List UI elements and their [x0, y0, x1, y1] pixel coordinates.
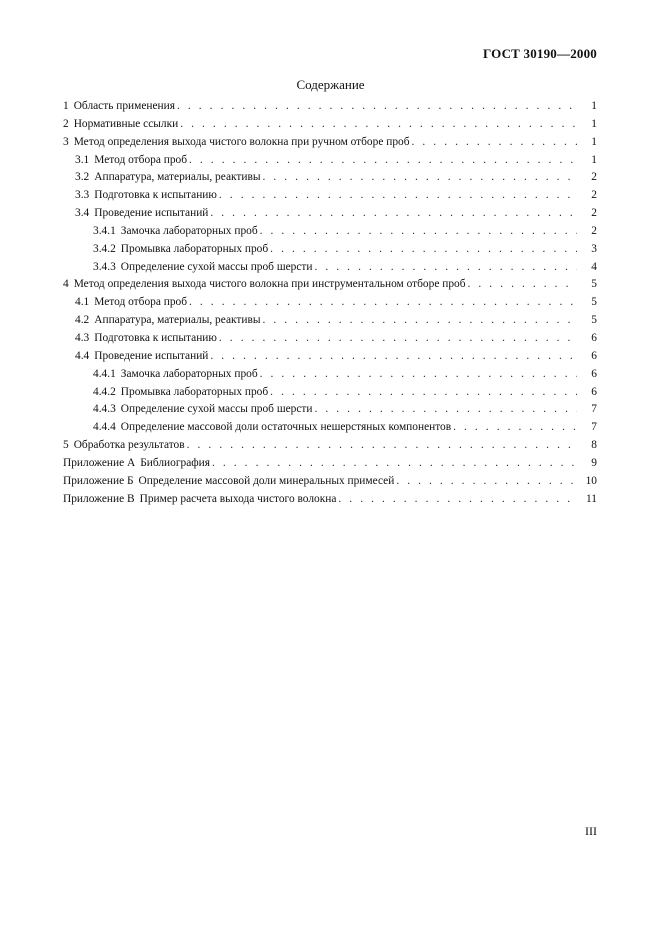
toc-entry-text [63, 439, 187, 451]
toc-entry-title: Нормативные ссылки [73, 117, 179, 130]
toc-leader-dots [219, 189, 577, 201]
toc-entry-title: Проведение испытаний [94, 349, 209, 362]
toc-entry-page: 5 [591, 314, 597, 327]
table-of-contents [63, 100, 597, 510]
toc-leader-dots [177, 100, 577, 112]
toc-entry-title: Метод определения выхода чистого волокна при ручном отборе проб [73, 135, 410, 148]
toc-entry-title: Замочка лабораторных проб [120, 367, 258, 380]
toc-leader-dots [212, 457, 577, 469]
toc-entry-text [93, 403, 314, 415]
toc-entry-number: 3.4.3 [93, 260, 116, 273]
toc-leader-dots [453, 421, 577, 433]
toc-entry-number: 1 [63, 100, 69, 112]
toc-leader-dots [263, 314, 578, 326]
toc-entry-number: Приложение А [63, 456, 136, 469]
toc-entry-title: Определение сухой массы проб шерсти [120, 403, 313, 416]
toc-entry-title: Библиография [140, 456, 210, 469]
toc-entry-text [93, 368, 260, 380]
toc-entry-title: Подготовка к испытанию [94, 331, 217, 344]
toc-entry-number: 3.4 [75, 207, 90, 220]
toc-entry-title: Подготовка к испытанию [94, 189, 217, 202]
toc-leader-dots [396, 475, 577, 487]
toc-leader-dots [270, 243, 577, 255]
toc-entry-page: 6 [591, 349, 597, 362]
toc-entry [63, 386, 597, 404]
toc-entry-number: 4.4.1 [93, 367, 116, 380]
toc-entry-title: Метод отбора проб [94, 153, 188, 166]
toc-entry-number: 3.2 [75, 171, 90, 184]
toc-entry-title: Метод определения выхода чистого волокна при инструментальном отборе проб [73, 278, 466, 291]
toc-entry-number: 2 [63, 117, 69, 130]
toc-leader-dots [412, 136, 577, 148]
toc-entry-number: 3.4.2 [93, 242, 116, 255]
toc-entry-text [75, 171, 263, 183]
toc-entry-title: Промывка лабораторных проб [120, 385, 269, 398]
toc-leader-dots [260, 368, 577, 380]
toc-entry [63, 261, 597, 279]
toc-entry [63, 296, 597, 314]
toc-entry-text [93, 386, 270, 398]
toc-entry [63, 207, 597, 225]
toc-entry-page: 4 [591, 260, 597, 273]
toc-entry-number: 3.1 [75, 153, 90, 166]
toc-entry [63, 457, 597, 475]
toc-leader-dots [263, 171, 578, 183]
toc-leader-dots [314, 261, 577, 273]
toc-entry-number: Приложение Б [63, 474, 134, 487]
toc-leader-dots [210, 350, 577, 362]
toc-entry-text [93, 243, 270, 255]
toc-entry-page: 11 [586, 492, 597, 505]
toc-entry-title: Обработка результатов [73, 439, 185, 452]
toc-entry [63, 136, 597, 154]
toc-entry-title: Область применения [73, 100, 175, 112]
toc-entry [63, 439, 597, 457]
toc-entry-page: 2 [591, 171, 597, 184]
document-header: ГОСТ 30190—2000 [482, 46, 597, 61]
toc-entry-number: 4.3 [75, 331, 90, 344]
toc-entry-page: 6 [591, 385, 597, 398]
toc-leader-dots [180, 118, 577, 130]
toc-entry-title: Метод отбора проб [94, 296, 188, 309]
toc-entry-number: 4.4.2 [93, 385, 116, 398]
toc-entry-page: 1 [591, 135, 597, 148]
toc-leader-dots [189, 296, 577, 308]
toc-entry-page: 3 [591, 242, 597, 255]
toc-entry [63, 332, 597, 350]
toc-entry-text [93, 261, 314, 273]
toc-entry-page: 1 [591, 117, 597, 130]
toc-entry [63, 189, 597, 207]
toc-entry-number: 4.4.4 [93, 421, 116, 434]
toc-entry-page: 7 [591, 421, 597, 434]
toc-entry-number: 3.3 [75, 189, 90, 202]
toc-entry-page: 2 [591, 189, 597, 202]
toc-leader-dots [189, 154, 577, 166]
toc-entry-title: Промывка лабораторных проб [120, 242, 269, 255]
toc-entry-page: 7 [591, 403, 597, 416]
toc-entry-title: Определение сухой массы проб шерсти [120, 260, 313, 273]
toc-leader-dots [338, 493, 577, 505]
toc-entry-text [63, 493, 338, 505]
toc-entry-number: Приложение В [63, 492, 135, 505]
toc-entry-text [93, 421, 453, 433]
toc-entry-page: 1 [591, 100, 597, 112]
toc-entry-text [63, 457, 212, 469]
toc-entry-text [63, 278, 468, 290]
toc-leader-dots [187, 439, 577, 451]
toc-entry [63, 100, 597, 118]
toc-leader-dots [314, 403, 577, 415]
toc-entry-text [63, 136, 412, 148]
toc-entry-number: 3 [63, 135, 69, 148]
toc-entry-text [63, 118, 180, 130]
toc-leader-dots [260, 225, 577, 237]
toc-entry-page: 2 [591, 224, 597, 237]
toc-entry-page: 2 [591, 207, 597, 220]
toc-title: Содержание [296, 77, 365, 92]
toc-entry [63, 314, 597, 332]
toc-entry-text [63, 475, 396, 487]
toc-entry [63, 225, 597, 243]
toc-entry-number: 4.1 [75, 296, 90, 309]
toc-leader-dots [270, 386, 577, 398]
toc-entry-number: 4 [63, 278, 69, 291]
toc-entry-title: Определение массовой доли минеральных примесей [138, 474, 395, 487]
toc-entry-title: Аппаратура, материалы, реактивы [94, 314, 261, 327]
toc-entry-page: 8 [591, 439, 597, 452]
toc-entry-page: 1 [591, 153, 597, 166]
toc-entry-text [75, 154, 189, 166]
toc-entry-number: 4.4 [75, 349, 90, 362]
toc-entry-page: 10 [585, 474, 597, 487]
toc-entry-text [93, 225, 260, 237]
toc-entry-title: Проведение испытаний [94, 207, 209, 220]
toc-entry [63, 403, 597, 421]
toc-entry [63, 154, 597, 172]
toc-entry-text [63, 100, 177, 112]
toc-entry-text [75, 296, 189, 308]
toc-entry-number: 4.4.3 [93, 403, 116, 416]
toc-entry-title: Замочка лабораторных проб [120, 224, 258, 237]
toc-entry-page: 6 [591, 367, 597, 380]
toc-entry-page: 5 [591, 278, 597, 291]
toc-entry-text [75, 332, 219, 344]
toc-entry [63, 475, 597, 493]
toc-entry [63, 421, 597, 439]
toc-entry-text [75, 314, 263, 326]
toc-entry-title: Определение массовой доли остаточных нешерстяных компонентов [120, 421, 452, 434]
toc-entry [63, 368, 597, 386]
toc-entry-number: 3.4.1 [93, 224, 116, 237]
toc-entry-text [75, 189, 219, 201]
toc-entry-text [75, 207, 210, 219]
toc-entry-title: Аппаратура, материалы, реактивы [94, 171, 261, 184]
toc-entry-title: Пример расчета выхода чистого волокна [139, 492, 337, 505]
toc-entry-number: 4.2 [75, 314, 90, 327]
toc-entry-number: 5 [63, 439, 69, 452]
toc-entry [63, 350, 597, 368]
page-number: III [585, 824, 597, 838]
toc-entry-page: 6 [591, 331, 597, 344]
toc-entry [63, 243, 597, 261]
toc-entry-page: 9 [591, 456, 597, 469]
toc-entry [63, 118, 597, 136]
toc-entry-text [75, 350, 210, 362]
toc-entry-page: 5 [591, 296, 597, 309]
toc-entry [63, 493, 597, 511]
toc-entry [63, 171, 597, 189]
toc-leader-dots [210, 207, 577, 219]
toc-leader-dots [468, 278, 577, 290]
toc-entry [63, 278, 597, 296]
toc-leader-dots [219, 332, 577, 344]
